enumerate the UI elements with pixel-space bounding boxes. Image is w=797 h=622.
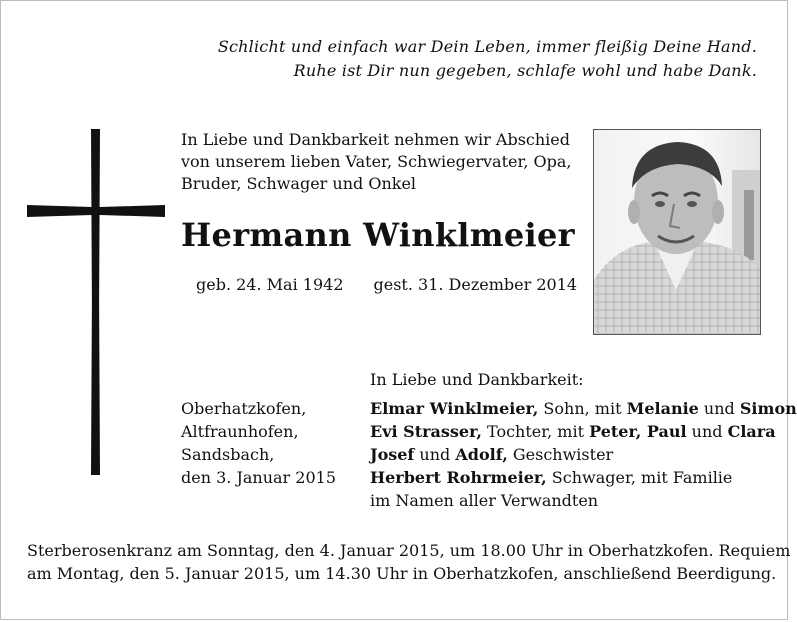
relation-text: Tochter, mit xyxy=(481,422,590,441)
place-line: Oberhatzkofen, xyxy=(181,399,307,418)
mourner-line xyxy=(370,397,797,420)
relation-text: Sohn, mit xyxy=(538,399,627,418)
mourner-line xyxy=(370,443,762,466)
verse-line: Schlicht und einfach war Dein Leben, immer fleißig Deine Hand. xyxy=(217,37,757,56)
relation-text: Schwager, mit Familie xyxy=(546,468,733,487)
verse-line: Ruhe ist Dir nun gegeben, schlafe wohl und habe Dank. xyxy=(293,61,757,80)
thanks-heading: In Liebe und Dankbarkeit: xyxy=(370,370,584,389)
relation-text: Geschwister xyxy=(507,445,614,464)
birth-date: geb. 24. Mai 1942 xyxy=(196,275,344,294)
service-line: Sterberosenkranz am Sonntag, den 4. Januar 2015, um 18.00 Uhr in Oberhatzkofen. Requiem xyxy=(27,541,791,560)
notice-date: den 3. Januar 2015 xyxy=(181,468,337,487)
cross-icon xyxy=(27,129,165,477)
intro-text xyxy=(181,129,576,195)
mourner-name: Clara xyxy=(727,422,776,441)
mourner-name: Herbert Rohrmeier, xyxy=(370,468,547,487)
place-date-block xyxy=(181,397,336,489)
place-line: Sandsbach, xyxy=(181,445,275,464)
service-info xyxy=(27,539,791,585)
verse xyxy=(117,35,757,83)
mourner-line xyxy=(370,420,776,443)
relation-text: und xyxy=(414,445,456,464)
intro-line: Bruder, Schwager und Onkel xyxy=(181,174,417,193)
intro-line: von unserem lieben Vater, Schwiegervater, Opa, xyxy=(181,152,572,171)
mourner-name: Simon xyxy=(739,399,797,418)
mourner-name: Josef xyxy=(370,445,415,464)
mourner-name: Elmar Winklmeier, xyxy=(370,399,539,418)
mourner-line xyxy=(370,466,762,489)
mourner-name: Evi Strasser, xyxy=(370,422,482,441)
service-line: am Montag, den 5. Januar 2015, um 14.30 Uhr in Oberhatzkofen, anschließend Beerdigung. xyxy=(27,564,777,583)
death-date: gest. 31. Dezember 2014 xyxy=(373,275,578,294)
portrait-photo xyxy=(593,129,761,335)
mourner-line: im Namen aller Verwandten xyxy=(370,491,599,510)
deceased-name: Hermann Winklmeier xyxy=(181,216,575,254)
relation-text: und xyxy=(686,422,728,441)
mourner-name: Adolf, xyxy=(455,445,508,464)
relation-text: und xyxy=(698,399,740,418)
place-line: Altfraunhofen, xyxy=(181,422,299,441)
mourner-name: Melanie xyxy=(626,399,699,418)
mourners-list xyxy=(370,397,797,512)
intro-line: In Liebe und Dankbarkeit nehmen wir Abschied xyxy=(181,130,571,149)
mourner-name: Peter, Paul xyxy=(589,422,687,441)
life-dates xyxy=(196,274,577,296)
